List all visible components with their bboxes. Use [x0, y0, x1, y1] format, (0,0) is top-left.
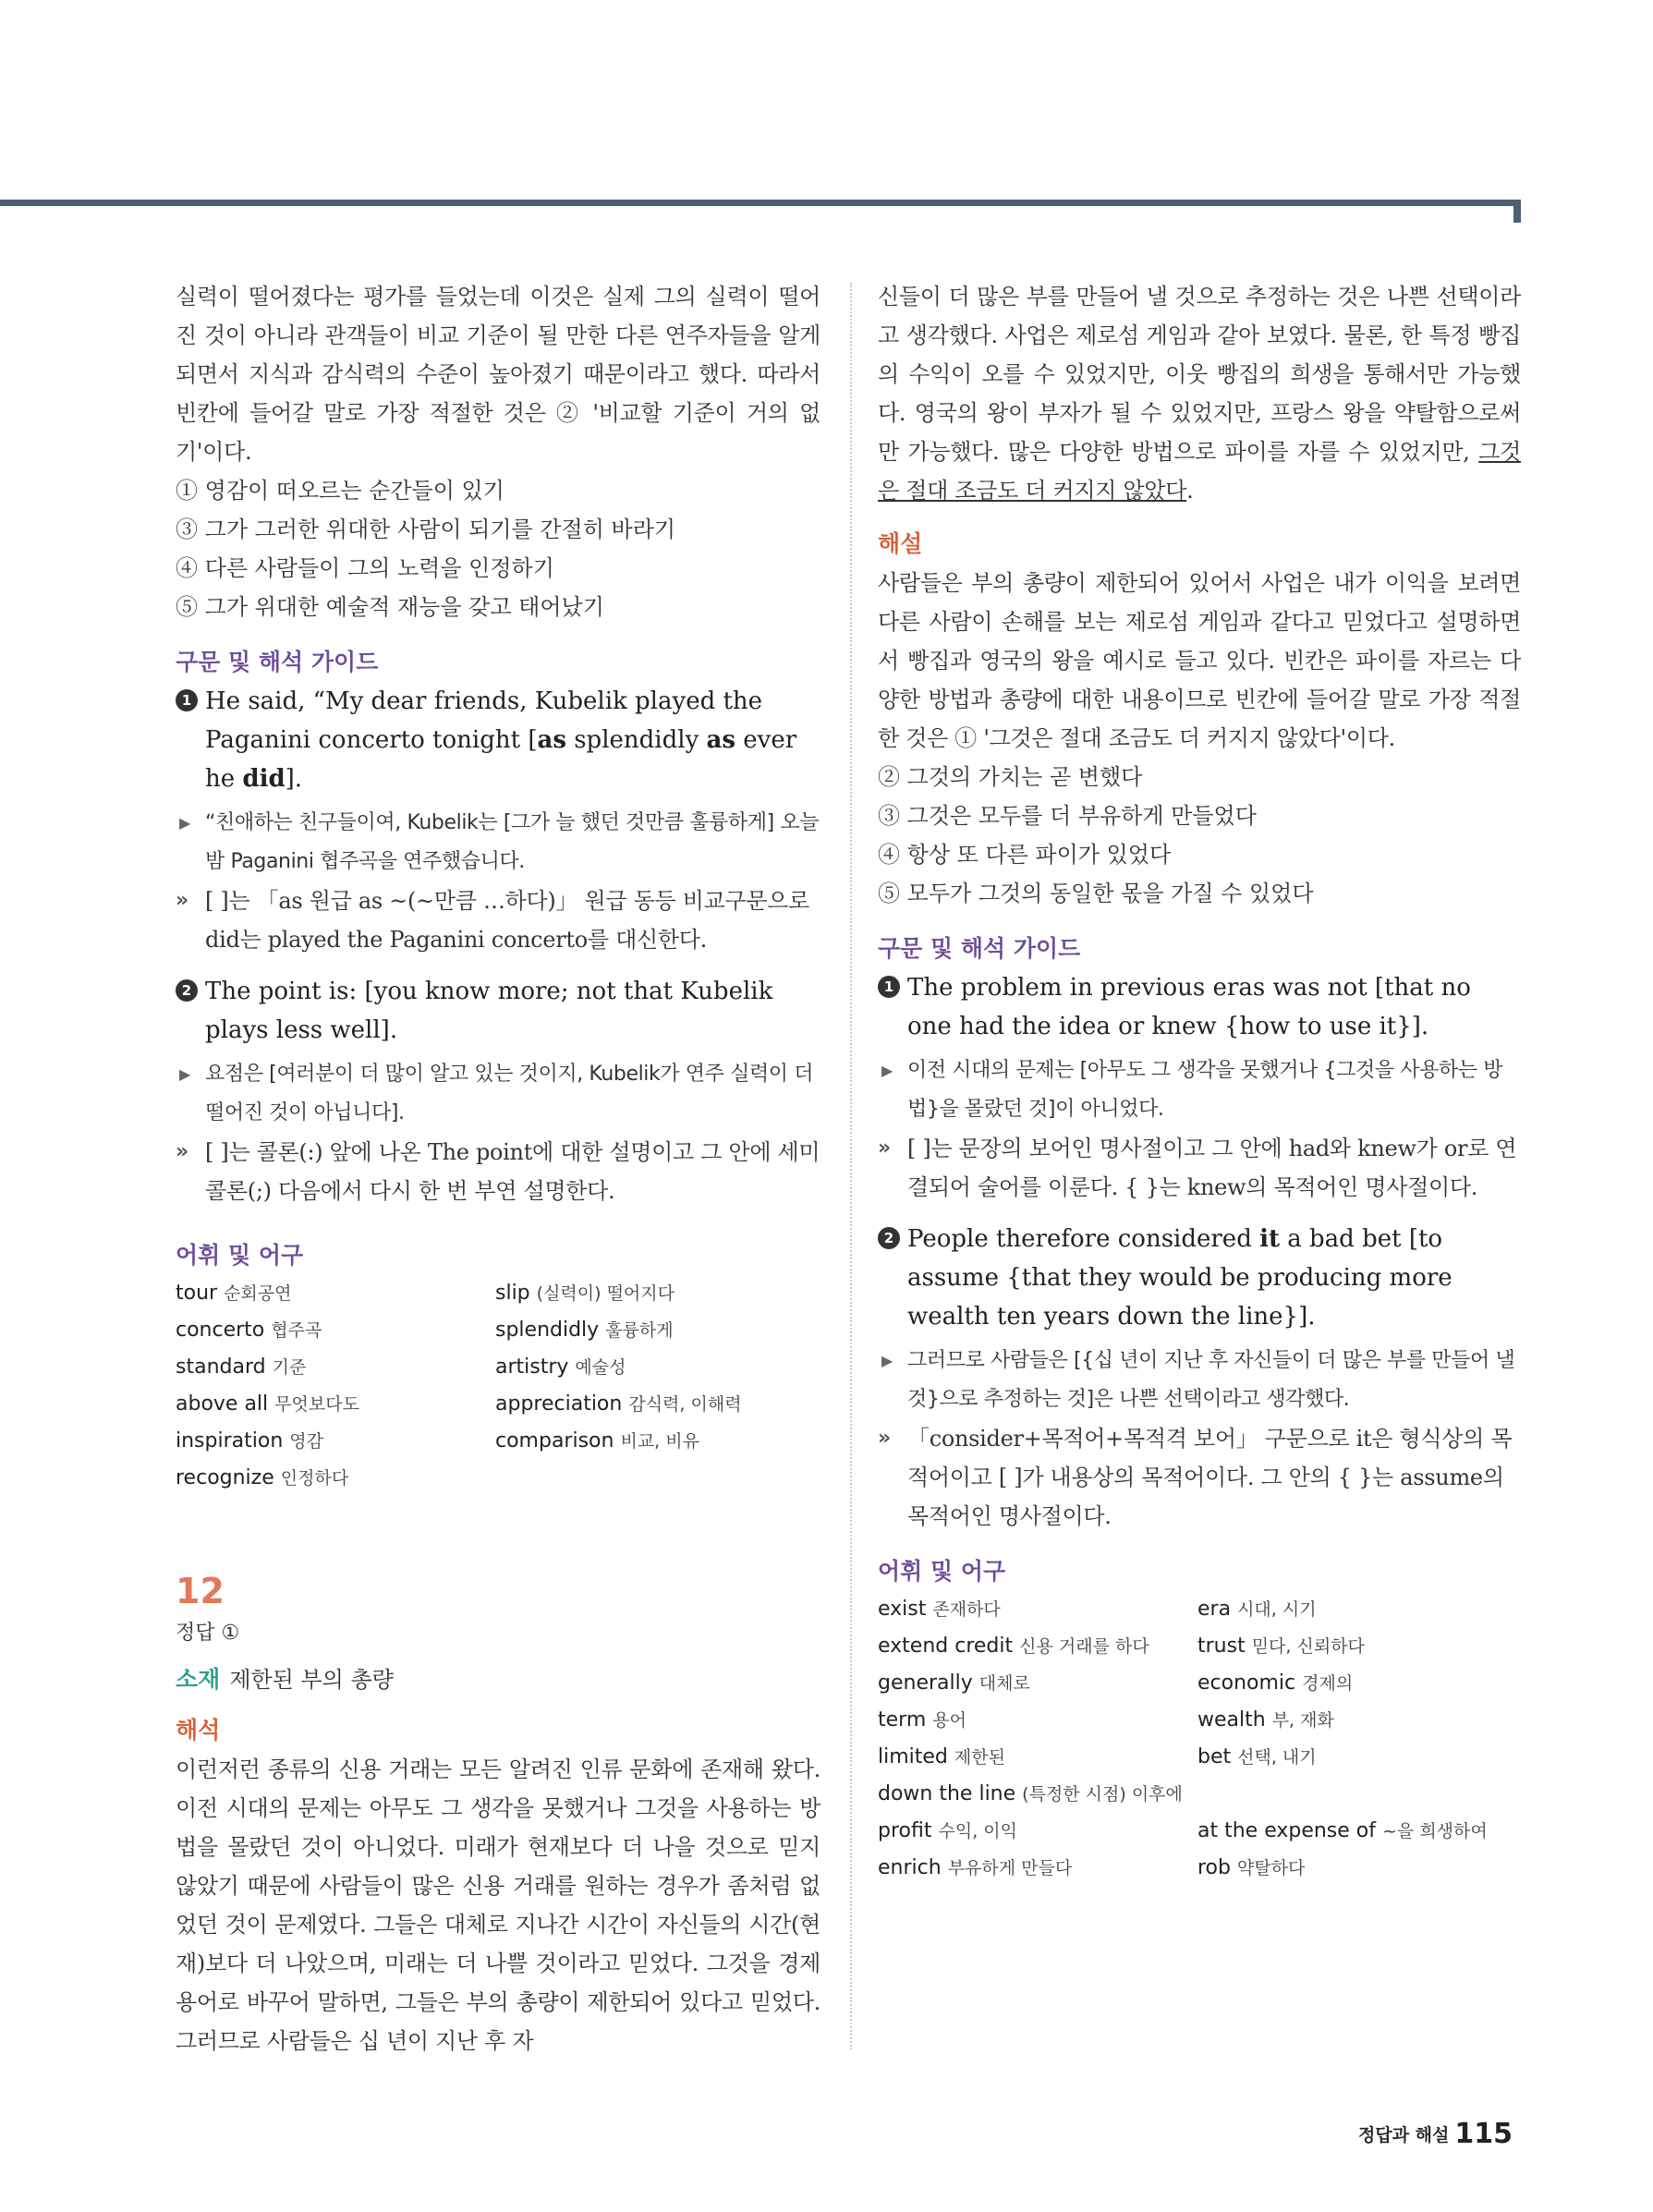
option-4: ④ 다른 사람들이 그의 노력을 인정하기: [176, 555, 554, 581]
guide-title: 구문 및 해석 가이드: [878, 935, 1081, 962]
vocab-item: generally 대체로: [878, 1671, 1030, 1695]
option-1: ① 영감이 떠오르는 순간들이 있기: [176, 478, 504, 504]
vocab-list: [878, 1591, 1521, 1887]
left-column: [176, 277, 820, 2060]
guide-translation-2: [878, 1342, 1521, 1419]
header-bar: [0, 200, 1521, 206]
sentence-part: People therefore considered: [907, 1225, 1260, 1253]
translation-title: 해석: [176, 1717, 221, 1744]
guide-sentence-1: [176, 682, 820, 798]
sentence-part: ever he: [205, 726, 797, 793]
vocab-item: economic 경제의: [1197, 1671, 1354, 1695]
note-text: [ ]는 콜론(:) 앞에 나온 The point에 대한 설명이고 그 안에 세미콜론(;) 다음에서 다시 한 번 부연 설명한다.: [205, 1139, 820, 1204]
double-chevron-icon: »: [878, 1136, 891, 1160]
page-number: 115: [1454, 2118, 1513, 2150]
answer: 정답 ①: [176, 1622, 240, 1645]
sentence-bold: as: [706, 726, 736, 754]
vocab-item: at the expense of ~을 희생하여: [1197, 1819, 1488, 1842]
guide-sentence-1: [878, 968, 1521, 1046]
translation-text: “친애하는 친구들이여, Kubelik는 [그가 늘 했던 것만큼 훌륭하게] 오늘 밤 Paganini 협주곡을 연주했습니다.: [205, 811, 820, 873]
triangle-bullet-icon: ▶: [881, 1352, 893, 1369]
number-badge-2: 2: [176, 979, 198, 1002]
translation-text: 요점은 [여러분이 더 많이 알고 있는 것이지, Kubelik가 연주 실력이 더 떨어진 것이 아닙니다].: [205, 1063, 814, 1124]
option-3: ③ 그가 그러한 위대한 사람이 되기를 간절히 바라기: [176, 517, 676, 542]
vocab-item: era 시대, 시기: [1197, 1598, 1317, 1621]
sentence-part: a bad bet [to assume {that they would be producing more wealth ten years down the line}].: [907, 1225, 1452, 1331]
sentence-part: ].: [285, 765, 303, 793]
guide-note-1: [176, 881, 820, 959]
sentence-bold: did: [242, 765, 286, 793]
vocab-item: slip (실력이) 떨어지다: [495, 1282, 675, 1305]
paragraph-end: .: [1186, 478, 1194, 504]
explanation-continued: 실력이 떨어졌다는 평가를 들었는데 이것은 실제 그의 실력이 떨어진 것이 아니라 관객들이 비교 기준이 될 만한 다른 연주자들을 알게 되면서 지식과 감식력의 수준이 높아졌기 때문이라고 했다. 따라서 빈칸에 들어갈 말로 가장 적절한 것은 ② '비교할 기준이 거의 없기'이다.: [176, 284, 820, 465]
option-2: ② 그것의 가치는 곧 변했다: [878, 764, 1143, 790]
vocab-item: [495, 1460, 819, 1497]
guide-note-2: [176, 1133, 820, 1210]
sentence-text: The point is: [you know more; not that Kubelik plays less well].: [205, 978, 773, 1044]
translation-continued: [878, 277, 1521, 510]
guide-translation-1: [878, 1051, 1521, 1129]
vocab-item: [1197, 1776, 1521, 1813]
triangle-bullet-icon: ▶: [179, 814, 190, 832]
right-column: [878, 277, 1521, 1887]
vocab-item: concerto 협주곡: [176, 1319, 322, 1342]
paragraph-text: 신들이 더 많은 부를 만들어 낼 것으로 추정하는 것은 나쁜 선택이라고 생각했다. 사업은 제로섬 게임과 같아 보였다. 물론, 한 특정 빵집의 수익이 오를 수 있었지만, 이웃 빵집의 희생을 통해서만 가능했다. 영국의 왕이 부자가 될 수 있었지만, 프랑스 왕을 약탈함으로써만 가능했다. 많은 다양한 방법으로 파이를 자를 수 있었지만,: [878, 284, 1521, 465]
guide-note-1: [878, 1129, 1521, 1207]
option-4: ④ 항상 또 다른 파이가 있었다: [878, 842, 1172, 868]
column-divider: [850, 283, 852, 2049]
guide-title: 구문 및 해석 가이드: [176, 649, 379, 675]
translation-text: 이전 시대의 문제는 [아무도 그 생각을 못했거나 {그것을 사용하는 방법}을 몰랐던 것]이 아니었다.: [907, 1059, 1503, 1121]
vocab-item: comparison 비교, 비유: [495, 1429, 699, 1452]
vocab-item: wealth 부, 재화: [1197, 1708, 1334, 1732]
commentary-text: 사람들은 부의 총량이 제한되어 있어서 사업은 내가 이익을 보려면 다른 사람이 손해를 보는 제로섬 게임과 같다고 믿었다고 설명하면서 빵집과 영국의 왕을 예시로 들고 있다. 빈칸은 파이를 자르는 다양한 방법과 총량에 대한 내용이므로 빈칸에 들어갈 말로 가장 적절한 것은 ① '그것은 절대 조금도 더 커지지 않았다'이다.: [878, 570, 1521, 751]
guide-note-2: [878, 1419, 1521, 1536]
vocab-item: inspiration 영감: [176, 1429, 323, 1452]
sentence-part: splendidly: [565, 726, 707, 754]
triangle-bullet-icon: ▶: [881, 1062, 893, 1079]
number-badge-2: 2: [878, 1227, 900, 1249]
guide-sentence-2: [878, 1220, 1521, 1336]
vocab-item: term 용어: [878, 1708, 966, 1732]
double-chevron-icon: »: [176, 889, 188, 912]
vocab-item: bet 선택, 내기: [1197, 1745, 1317, 1768]
option-3: ③ 그것은 모두를 더 부유하게 만들었다: [878, 803, 1257, 829]
vocab-title: 어휘 및 어구: [176, 1242, 304, 1269]
option-5: ⑤ 그가 위대한 예술적 재능을 갖고 태어났기: [176, 594, 604, 620]
vocab-item: profit 수익, 이익: [878, 1819, 1017, 1842]
vocab-item: rob 약탈하다: [1197, 1856, 1306, 1879]
vocab-list: [176, 1275, 820, 1497]
note-text: [ ]는 문장의 보어인 명사절이고 그 안에 had와 knew가 or로 연결되어 술어를 이룬다. { }는 knew의 목적어인 명사절이다.: [907, 1136, 1517, 1200]
note-text: [ ]는 「as 원급 as ~(~만큼 …하다)」 원급 동등 비교구문으로 did는 played the Paganini concerto를 대신한다.: [205, 888, 810, 953]
triangle-bullet-icon: ▶: [179, 1065, 190, 1083]
vocab-item: exist 존재하다: [878, 1598, 1001, 1621]
sentence-text: The problem in previous eras was not [that no one had the idea or knew {how to use it}].: [907, 974, 1471, 1040]
guide-sentence-2: [176, 972, 820, 1050]
commentary-title: 해설: [878, 530, 923, 557]
vocab-item: standard 기준: [176, 1355, 307, 1379]
double-chevron-icon: »: [878, 1427, 891, 1450]
note-text: 「consider+목적어+목적격 보어」 구문으로 it은 형식상의 목적어이고 [ ]가 내용상의 목적어이다. 그 안의 { }는 assume의 목적어인 명사절이다.: [907, 1426, 1513, 1529]
vocab-item: down the line (특정한 시점) 이후에: [878, 1782, 1183, 1805]
translation-text: 이런저런 종류의 신용 거래는 모든 알려진 인류 문화에 존재해 왔다. 이전 시대의 문제는 아무도 그 생각을 못했거나 그것을 사용하는 방법을 몰랐던 것이 아니었다. 미래가 현재보다 더 나을 것으로 믿지 않았기 때문에 사람들이 많은 신용 거래를 원하는 경우가 좀처럼 없었던 것이 문제였다. 그들은 대체로 지나간 시간이 자신들의 시간(현재)보다 더 나았으며, 미래는 더 나쁠 것이라고 믿었다. 그것을 경제 용어로 바꾸어 말하면, 그들은 부의 총량이 제한되어 있다고 믿었다. 그러므로 사람들은 십 년이 지난 후 자: [176, 1756, 820, 2054]
sentence-part: He said, “My dear friends, Kubelik played the Paganini concerto tonight [: [205, 687, 763, 754]
vocab-item: tour 순회공연: [176, 1282, 292, 1305]
vocab-item: enrich 부유하게 만들다: [878, 1856, 1073, 1879]
translation-text: 그러므로 사람들은 [{십 년이 지난 후 자신들이 더 많은 부를 만들어 낼 것}으로 추정하는 것]은 나쁜 선택이라고 생각했다.: [907, 1349, 1515, 1411]
guide-translation-2: [176, 1055, 820, 1133]
number-badge-1: 1: [176, 689, 198, 711]
vocab-item: appreciation 감식력, 이해력: [495, 1392, 742, 1416]
vocab-item: above all 무엇보다도: [176, 1392, 359, 1416]
page-footer: [1358, 2118, 1513, 2150]
topic-text: 제한된 부의 총량: [229, 1667, 394, 1693]
sentence-bold: it: [1259, 1225, 1280, 1253]
vocab-item: extend credit 신용 거래를 하다: [878, 1635, 1149, 1658]
vocab-item: trust 믿다, 신뢰하다: [1197, 1635, 1365, 1658]
number-badge-1: 1: [878, 976, 900, 998]
topic-line: [176, 1659, 820, 1700]
vocab-item: limited 제한된: [878, 1745, 1005, 1768]
question-number: 12: [176, 1571, 225, 1611]
header-bar-tick: [1513, 200, 1521, 223]
sentence-bold: as: [537, 726, 566, 754]
topic-label: 소재: [176, 1666, 221, 1693]
underlined-answer: 그것은 절대 조금도 더 커지지 않았다: [878, 439, 1521, 504]
vocab-item: recognize 인정하다: [176, 1466, 349, 1489]
guide-translation-1: [176, 804, 820, 881]
footer-label: 정답과 해설: [1358, 2125, 1450, 2145]
vocab-item: artistry 예술성: [495, 1355, 626, 1379]
vocab-item: splendidly 훌륭하게: [495, 1319, 674, 1342]
vocab-title: 어휘 및 어구: [878, 1558, 1006, 1585]
double-chevron-icon: »: [176, 1140, 188, 1163]
option-5: ⑤ 모두가 그것의 동일한 몫을 가질 수 있었다: [878, 881, 1314, 906]
